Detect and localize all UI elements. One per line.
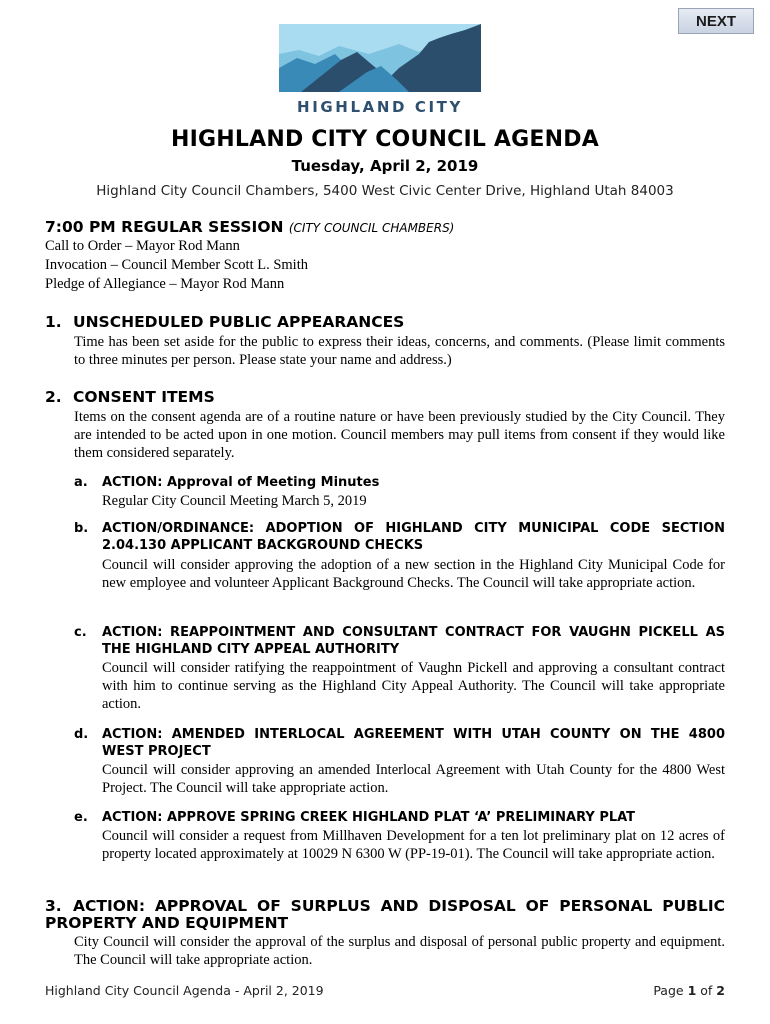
section-number: 3. — [45, 897, 62, 915]
item-a-heading — [74, 474, 725, 491]
item-a-body: Regular City Council Meeting March 5, 2019 — [102, 493, 367, 509]
item-e-body: Council will consider a request from Millhaven Development for a ten lot preliminary plat on 12 acres of property located approximately at 10029 N 6300 W (PP-19-01). The Council will take appropriate action. — [102, 828, 725, 862]
item-title: ACTION: Approval of Meeting Minutes — [102, 475, 380, 490]
page-number — [600, 983, 725, 998]
opening-ceremonies — [45, 237, 308, 294]
item-b-heading — [74, 520, 725, 554]
item-d-heading — [74, 726, 725, 760]
section-title: ACTION: APPROVAL OF SURPLUS AND DISPOSAL OF PERSONAL PUBLIC PROPERTY AND EQUIPMENT — [45, 897, 725, 932]
section-title: UNSCHEDULED PUBLIC APPEARANCES — [73, 313, 405, 331]
section-title: CONSENT ITEMS — [73, 388, 215, 406]
meeting-location: Highland City Council Chambers, 5400 West Civic Center Drive, Highland Utah 84003 — [96, 183, 674, 199]
next-page-button[interactable]: NEXT — [678, 8, 754, 34]
section-3-heading — [45, 898, 725, 932]
session-title: 7:00 PM REGULAR SESSION — [45, 218, 284, 236]
item-d-body: Council will consider approving an amended Interlocal Agreement with Utah County for the 4800 West Project. The Council will take appropriate action. — [102, 762, 725, 796]
item-e-heading — [74, 809, 725, 826]
highland-city-logo — [279, 24, 481, 92]
page-current: 1 — [687, 983, 697, 998]
section-2-heading — [45, 389, 215, 406]
session-note: (CITY COUNCIL CHAMBERS) — [288, 221, 455, 235]
item-title: ACTION/ORDINANCE: ADOPTION OF HIGHLAND CITY MUNICIPAL CODE SECTION 2.04.130 APPLICANT BACKGROUND CHECKS — [102, 521, 725, 553]
session-heading — [45, 218, 454, 236]
section-number: 2. — [45, 388, 62, 406]
item-c-body: Council will consider ratifying the reappointment of Vaughn Pickell and approving a consultant contract with him to continue serving as the Highland City Appeal Authority. The Council will take appropriate action. — [102, 660, 725, 712]
section-1-body: Time has been set aside for the public to express their ideas, concerns, and comments. (Please limit comments to three minutes per person. Please state your name and address.) — [74, 334, 725, 368]
item-letter: d. — [74, 727, 89, 742]
footer-title: Highland City Council Agenda - April 2, 2019 — [45, 983, 324, 998]
invocation: Invocation – Council Member Scott L. Smith — [45, 257, 308, 273]
meeting-date: Tuesday, April 2, 2019 — [291, 157, 479, 175]
item-title: ACTION: REAPPOINTMENT AND CONSULTANT CONTRACT FOR VAUGHN PICKELL AS THE HIGHLAND CITY APPEAL AUTHORITY — [102, 625, 725, 657]
item-letter: b. — [74, 521, 89, 536]
section-3-body: City Council will consider the approval of the surplus and disposal of personal public property and equipment. The Council will take appropriate action. — [74, 934, 725, 968]
pledge-of-allegiance: Pledge of Allegiance – Mayor Rod Mann — [45, 276, 285, 292]
page-label: Page — [653, 983, 684, 998]
item-c-heading — [74, 624, 725, 658]
page-total: 2 — [716, 983, 725, 998]
item-letter: a. — [74, 475, 88, 490]
item-letter: c. — [74, 625, 87, 640]
section-1-heading — [45, 314, 404, 331]
section-number: 1. — [45, 313, 62, 331]
item-title: ACTION: AMENDED INTERLOCAL AGREEMENT WITH UTAH COUNTY ON THE 4800 WEST PROJECT — [102, 727, 725, 759]
logo-text: HIGHLAND CITY — [297, 98, 463, 116]
item-title: ACTION: APPROVE SPRING CREEK HIGHLAND PLAT ‘A’ PRELIMINARY PLAT — [102, 810, 636, 825]
section-2-body: Items on the consent agenda are of a routine nature or have been previously studied by the City Council. They are intended to be acted upon in one motion. Council members may pull items from consent if they would like them considered separately. — [74, 409, 725, 461]
page-of-label: of — [700, 983, 713, 998]
page-title: HIGHLAND CITY COUNCIL AGENDA — [171, 127, 599, 152]
item-letter: e. — [74, 810, 88, 825]
call-to-order: Call to Order – Mayor Rod Mann — [45, 238, 240, 254]
item-b-body: Council will consider approving the adoption of a new section in the Highland City Municipal Code for new employee and volunteer Applicant Background Checks. The Council will take appropriate action. — [102, 557, 725, 591]
